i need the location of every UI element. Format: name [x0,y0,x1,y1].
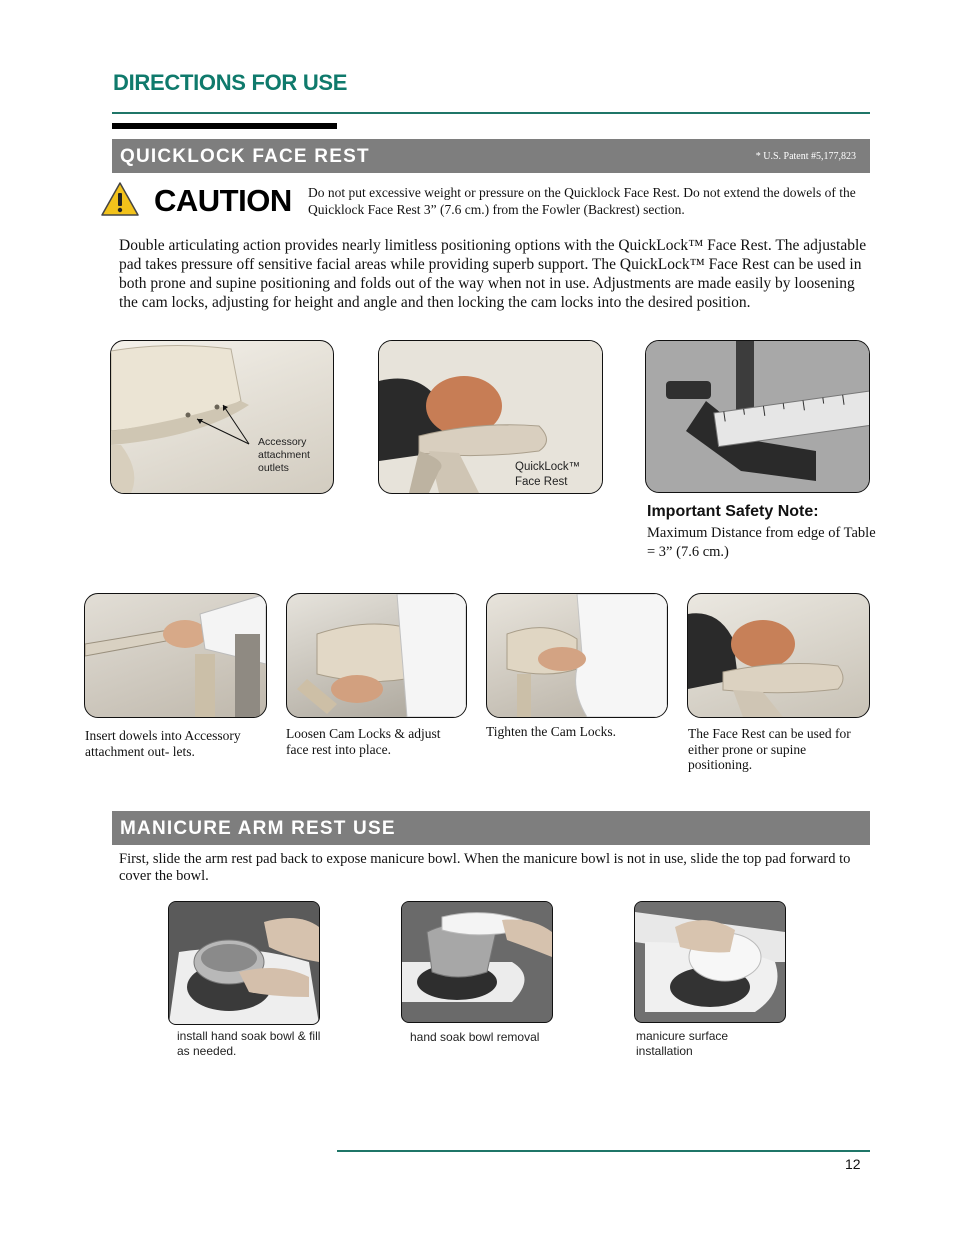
bowl-removal-caption: hand soak bowl removal [410,1030,540,1044]
page-title: DIRECTIONS FOR USE [113,70,348,95]
quicklock-face-rest-label: QuickLock™ Face Rest [515,461,581,488]
manicure-section-header [112,811,870,845]
bowl-install-caption: install hand soak bowl & fill as needed. [177,1029,321,1058]
quicklock-description: Double articulating action provides nearly limitless positioning options with the QuickLock™ Face Rest. The adjustable pad takes pressure off sensitive facial areas while providing superb support. The QuickLock™ Face Rest can be used in both prone and supine positioning and folds out of the way when not in use. Adjustments are made easily by loosening the cam locks, adjusting for height and angle and then locking the cam locks into the desired position. [119,237,867,311]
bowl-removal-illustration [402,902,552,1022]
header-accent-bar [112,123,337,129]
patient-positioning-illustration [688,594,869,717]
manicure-section-title: MANICURE ARM REST USE [120,818,396,839]
accessory-outlets-label: Accessory attachment outlets [258,436,310,474]
quicklock-section-header [112,139,870,173]
surface-install-caption: manicure surface installation [636,1029,729,1058]
quicklock-face-rest-photo [378,340,603,494]
step-tighten-cam-locks-photo [486,593,668,718]
caution-heading: CAUTION [154,183,292,218]
distance-ruler-photo [645,340,870,493]
page-number: 12 [845,1156,861,1172]
manicure-bowl-install-photo [168,901,320,1025]
quicklock-section-title: QUICKLOCK FACE REST [120,146,370,167]
surface-install-illustration [635,902,785,1022]
tightening-cam-locks-illustration [487,594,667,717]
step-positioning-photo [687,593,870,718]
step-loosen-cam-locks-caption: Loosen Cam Locks & adjust face rest into place. [286,726,441,757]
caution-text: Do not put excessive weight or pressure on the Quicklock Face Rest. Do not extend the dowels of the Quicklock Face Rest 3” (7.6 cm.) from the Fowler (Backrest) section. [308,185,856,217]
step-insert-dowels-photo [84,593,267,718]
warning-icon [100,181,140,217]
loosening-cam-locks-illustration [287,594,466,717]
header-divider [112,112,870,114]
manicure-description: First, slide the arm rest pad back to expose manicure bowl. When the manicure bowl is not in use, slide the top pad forward to cover the bowl. [119,851,851,884]
bowl-install-illustration [169,902,319,1024]
step-insert-dowels-caption: Insert dowels into Accessory attachment out- lets. [85,728,241,759]
manicure-surface-install-photo [634,901,786,1023]
ruler-measurement-illustration [646,341,869,492]
accessory-outlets-photo [110,340,334,494]
step-loosen-cam-locks-photo [286,593,467,718]
inserting-dowels-illustration [85,594,266,717]
manicure-bowl-removal-photo [401,901,553,1023]
safety-note-title: Important Safety Note: [647,503,819,520]
patent-note: * U.S. Patent #5,177,823 [755,151,856,162]
safety-note-text: Maximum Distance from edge of Table = 3” (7.6 cm.) [647,525,876,560]
footer-divider [337,1150,870,1152]
step-positioning-caption: The Face Rest can be used for either prone or supine positioning. [688,726,851,772]
step-tighten-cam-locks-caption: Tighten the Cam Locks. [486,724,616,739]
